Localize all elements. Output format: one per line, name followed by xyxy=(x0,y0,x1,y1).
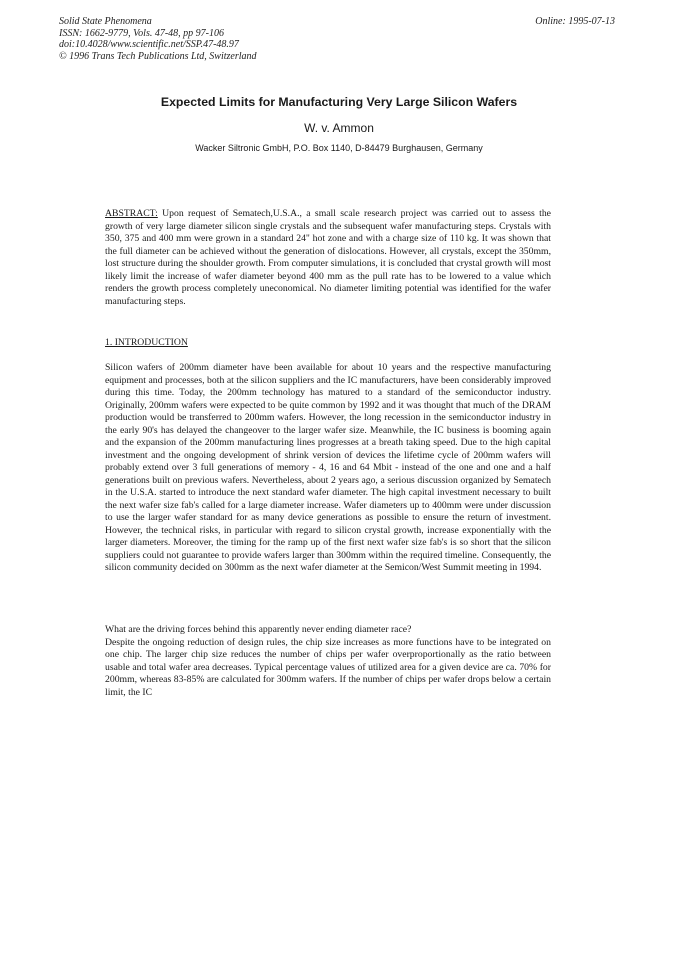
paper-title: Expected Limits for Manufacturing Very Large Silicon Wafers xyxy=(160,95,518,109)
question-line: What are the driving forces behind this apparently never ending diameter race? xyxy=(105,624,412,635)
issn-line: ISSN: 1662-9779, Vols. 47-48, pp 97-106 xyxy=(59,27,224,39)
author-affiliation: Wacker Siltronic GmbH, P.O. Box 1140, D-84479 Burghausen, Germany xyxy=(195,143,483,153)
intro-paragraph-2-text: Despite the ongoing reduction of design rules, the chip size increases as more functions have to be integrated on one chip. The larger chip size reduces the number of chips per wafer overproportionally as the ratio between usable and total wafer area decreases. Typical percentage values of utilized area for a given device are ca. 70% for 200mm, whereas 83-85% are calculated for 300mm wafers. If the number of chips per wafer drops below a certain limit, the IC xyxy=(105,636,551,698)
journal-header xyxy=(59,16,257,62)
journal-name: Solid State Phenomena xyxy=(59,16,152,27)
copyright-line: © 1996 Trans Tech Publications Ltd, Switzerland xyxy=(59,50,257,62)
abstract-text: Upon request of Sematech,U.S.A., a small scale research project was carried out to assess the growth of very large diameter silicon single crystals and the subsequent wafer manufacturing steps. Crystals with 350, 375 and 400 mm were grown in a standard 24" hot zone and with a charge size of 110 kg. It was shown that the full diameter can be achieved without the generation of dislocations. However, all crystals, except the 350mm, lost structure during the shoulder growth. From computer simulations, it is concluded that crystal growth will most likely limit the increase of wafer diameter beyond 400 mm as the pull rate has to be lowered to a value which renders the growth process completely uneconomical. No diameter limiting potential was identified for the wafer manufacturing steps. xyxy=(105,208,551,307)
online-date: Online: 1995-07-13 xyxy=(535,16,615,27)
abstract-label: ABSTRACT: xyxy=(105,208,158,219)
intro-paragraph-2 xyxy=(105,624,551,699)
section-heading-introduction: 1. INTRODUCTION xyxy=(105,337,188,348)
doi-line: doi:10.4028/www.scientific.net/SSP.47-48.97 xyxy=(59,39,239,50)
paper-author: W. v. Ammon xyxy=(304,121,374,135)
abstract-paragraph xyxy=(105,208,551,308)
intro-paragraph-1: Silicon wafers of 200mm diameter have been available for about 10 years and the respective manufacturing equipment and processes, both at the silicon suppliers and the IC manufacturers, have been considerably improved during this time. Today, the 200mm technology has matured to a standard of the semiconductor industry. Originally, 200mm wafers were expected to be quite common by 1992 and it was thought that much of the DRAM production would be transferred to 200mm wafers. However, the long recession in the semiconductor industry in the early 90's has delayed the changeover to the larger wafer size. Meanwhile, the IC business is booming again and the expansion of the 200mm manufacturing lines progresses at a breath taking speed. Due to the high capital investment and the ongoing development of shrink version of devices the lifetime cycle of 200mm wafers will probably extend over 3 full generations of memory - 4, 16 and 64 Mbit - instead of the one and one and a half generations built on previous wafers. Nevertheless, about 2 years ago, a serious discussion organized by Sematech in the U.S.A. started to introduce the next standard wafer diameter. The high capital investment necessary to built the next wafer size fab's called for a large diameter increase. Wafer diameters up to 400mm were under discussion to use the larger wafer standard for as many device generations as possible to ensure the return of investment. However, the technical risks, in particular with regard to silicon crystal growth, increase exponentially with the larger diameters. Moreover, the timing for the ramp up of the first next wafer size fab's is so short that the silicon suppliers could not guarantee to provide wafers larger than 300mm within the required timeline. Consequently, the silicon community decided on 300mm as the next wafer diameter at the Semicon/West Summit meeting in 1994. xyxy=(105,362,551,573)
